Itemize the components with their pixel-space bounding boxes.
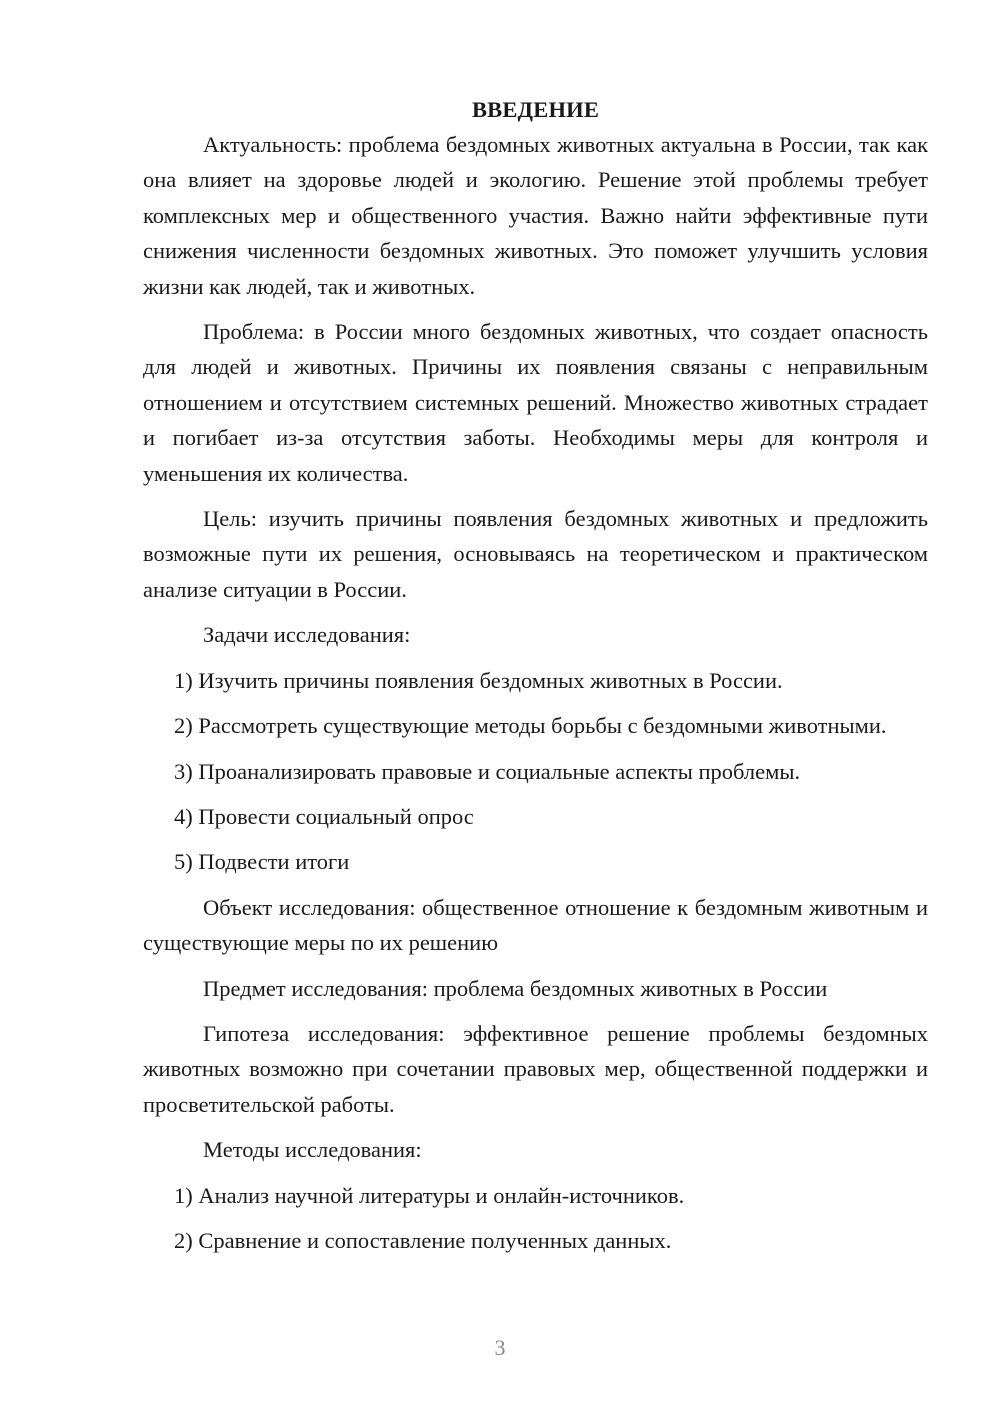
paragraph-goal: Цель: изучить причины появления бездомных животных и предложить возможные пути их решения, основываясь на теоретическом и практическом анализе ситуации в России. <box>143 506 928 602</box>
task-item: 5) Подвести итоги <box>174 849 350 875</box>
paragraph-subject: Предмет исследования: проблема бездомных животных в России <box>203 975 828 1001</box>
page-content <box>143 94 928 1268</box>
task-item: 4) Провести социальный опрос <box>174 803 474 829</box>
task-item: 3) Проанализировать правовые и социальные аспекты проблемы. <box>174 758 801 784</box>
task-item: 2) Рассмотреть существующие методы борьбы с бездомными животными. <box>174 713 887 739</box>
method-item: 2) Сравнение и сопоставление полученных данных. <box>174 1227 672 1253</box>
paragraph-object: Объект исследования: общественное отношение к бездомным животным и существующие меры по их решению <box>143 894 928 956</box>
page-number: 3 <box>494 1335 506 1360</box>
methods-heading: Методы исследования: <box>203 1137 422 1163</box>
task-item: 1) Изучить причины появления бездомных животных в России. <box>174 667 783 693</box>
method-item: 1) Анализ научной литературы и онлайн-источников. <box>174 1182 685 1208</box>
tasks-heading: Задачи исследования: <box>203 622 411 648</box>
paragraph-hypothesis: Гипотеза исследования: эффективное решение проблемы бездомных животных возможно при сочетании правовых мер, общественной поддержки и просветительской работы. <box>143 1020 928 1117</box>
paragraph-problem: Проблема: в России много бездомных животных, что создает опасность для людей и животных. Причины их появления связаны с неправильным отношением и отсутствием системных решений. Множество животных страдает и погибает из-за отсутствия заботы. Необходимы меры для контроля и уменьшения их количества. <box>143 319 928 486</box>
section-title: ВВЕДЕНИЕ <box>471 97 600 122</box>
paragraph-relevance: Актуальность: проблема бездомных животных актуальна в России, так как она влияет на здоровье людей и экологию. Решение этой проблемы требует комплексных мер и общественного участия. Важно найти эффективные пути снижения численности бездомных животных. Это поможет улучшить условия жизни как людей, так и животных. <box>143 132 928 299</box>
